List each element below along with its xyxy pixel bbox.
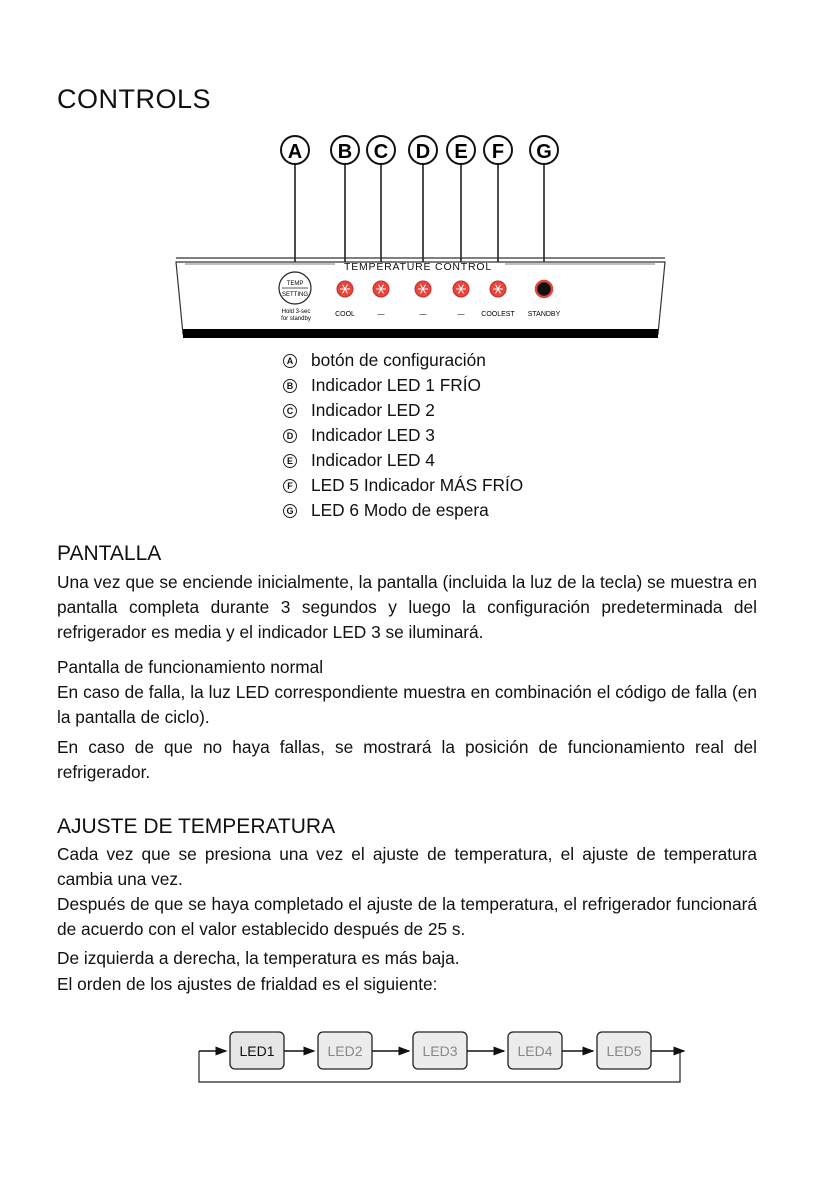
legend-item-g	[283, 498, 523, 523]
led-label: —	[377, 311, 385, 318]
legend-item-f	[283, 473, 523, 498]
control-panel-diagram	[0, 0, 840, 360]
legend-item-d	[283, 423, 523, 448]
led-label: —	[419, 311, 427, 318]
legend-text: botón de configuración	[311, 350, 486, 370]
section-heading-ajuste: AJUSTE DE TEMPERATURA	[57, 815, 336, 838]
legend-item-e	[283, 448, 523, 473]
legend-text: Indicador LED 3	[311, 425, 435, 445]
section-heading-pantalla: PANTALLA	[57, 542, 162, 565]
button-label-line2: SETTING	[281, 292, 309, 298]
ajuste-paragraph-4: El orden de los ajustes de frialdad es el siguiente:	[57, 974, 438, 994]
pantalla-paragraph-4: En caso de que no haya fallas, se mostrará la posición de funcionamiento real del refrigerador.	[57, 737, 757, 782]
led-label: —	[457, 311, 465, 318]
callout-letter: C	[373, 141, 389, 163]
legend-marker: C	[283, 404, 297, 418]
ajuste-paragraph-1: Cada vez que se presiona una vez el ajuste de temperatura, el ajuste de temperatura cambia una vez.	[57, 844, 757, 889]
flow-label: LED4	[517, 1043, 553, 1059]
flow-label: LED3	[422, 1043, 458, 1059]
flow-box-led2	[318, 1032, 372, 1069]
callout-letter: E	[454, 141, 468, 163]
flow-box-led1	[230, 1032, 284, 1069]
callout-a	[281, 136, 309, 271]
legend-text: LED 5 Indicador MÁS FRÍO	[311, 475, 524, 495]
legend-text: Indicador LED 1 FRÍO	[311, 375, 482, 395]
legend-marker: D	[283, 429, 297, 443]
led-label: COOL	[335, 311, 355, 318]
legend-text: Indicador LED 2	[311, 400, 435, 420]
temp-setting-button[interactable]	[279, 272, 311, 304]
led-label: STANDBY	[527, 311, 561, 318]
flow-box-led4	[508, 1032, 562, 1069]
callout-letter: B	[337, 141, 353, 163]
legend-marker: E	[283, 454, 297, 468]
pantalla-paragraph-3: En caso de falla, la luz LED correspondiente muestra en combinación el código de falla (en la pantalla de ciclo).	[57, 682, 757, 727]
ajuste-paragraph-2: Después de que se haya completado el ajuste de la temperatura, el refrigerador funcionará de acuerdo con el valor establecido después de 25 s.	[57, 894, 757, 939]
legend-text: LED 6 Modo de espera	[311, 500, 489, 520]
led-sequence-diagram	[0, 1020, 840, 1090]
page-title: CONTROLS	[57, 84, 212, 114]
control-panel	[176, 258, 665, 338]
callout-letter: G	[536, 141, 552, 163]
legend-marker: A	[283, 354, 297, 368]
pantalla-paragraph-1: Una vez que se enciende inicialmente, la pantalla (incluida la luz de la tecla) se muestra en pantalla completa durante 3 segundos y luego la configuración predeterminada del refrigerador es media y el indicador LED 3 se iluminará.	[57, 572, 757, 642]
legend-list	[283, 348, 523, 523]
button-label-line1: TEMP	[286, 281, 304, 287]
ajuste-paragraph-3: De izquierda a derecha, la temperatura es más baja.	[57, 948, 460, 968]
callout-letter: F	[491, 141, 505, 163]
hold-text-line2: for standby	[281, 316, 311, 322]
legend-marker: B	[283, 379, 297, 393]
flow-box-led3	[413, 1032, 467, 1069]
legend-text: Indicador LED 4	[311, 450, 435, 470]
callout-letter: A	[287, 141, 303, 163]
led-label: COOLEST	[481, 311, 515, 318]
callout-letter: D	[415, 141, 431, 163]
legend-item-a	[283, 348, 523, 373]
flow-label: LED1	[239, 1043, 275, 1059]
legend-item-b	[283, 373, 523, 398]
hold-text-line1: Hold 3-sec	[281, 309, 311, 315]
pantalla-paragraph-2: Pantalla de funcionamiento normal	[57, 657, 324, 677]
flow-label: LED5	[606, 1043, 642, 1059]
panel-header: TEMPERATURE CONTROL	[343, 261, 493, 273]
legend-marker: F	[283, 479, 297, 493]
legend-marker: G	[283, 504, 297, 518]
flow-label: LED2	[327, 1043, 363, 1059]
flow-box-led5	[597, 1032, 651, 1069]
legend-item-c	[283, 398, 523, 423]
